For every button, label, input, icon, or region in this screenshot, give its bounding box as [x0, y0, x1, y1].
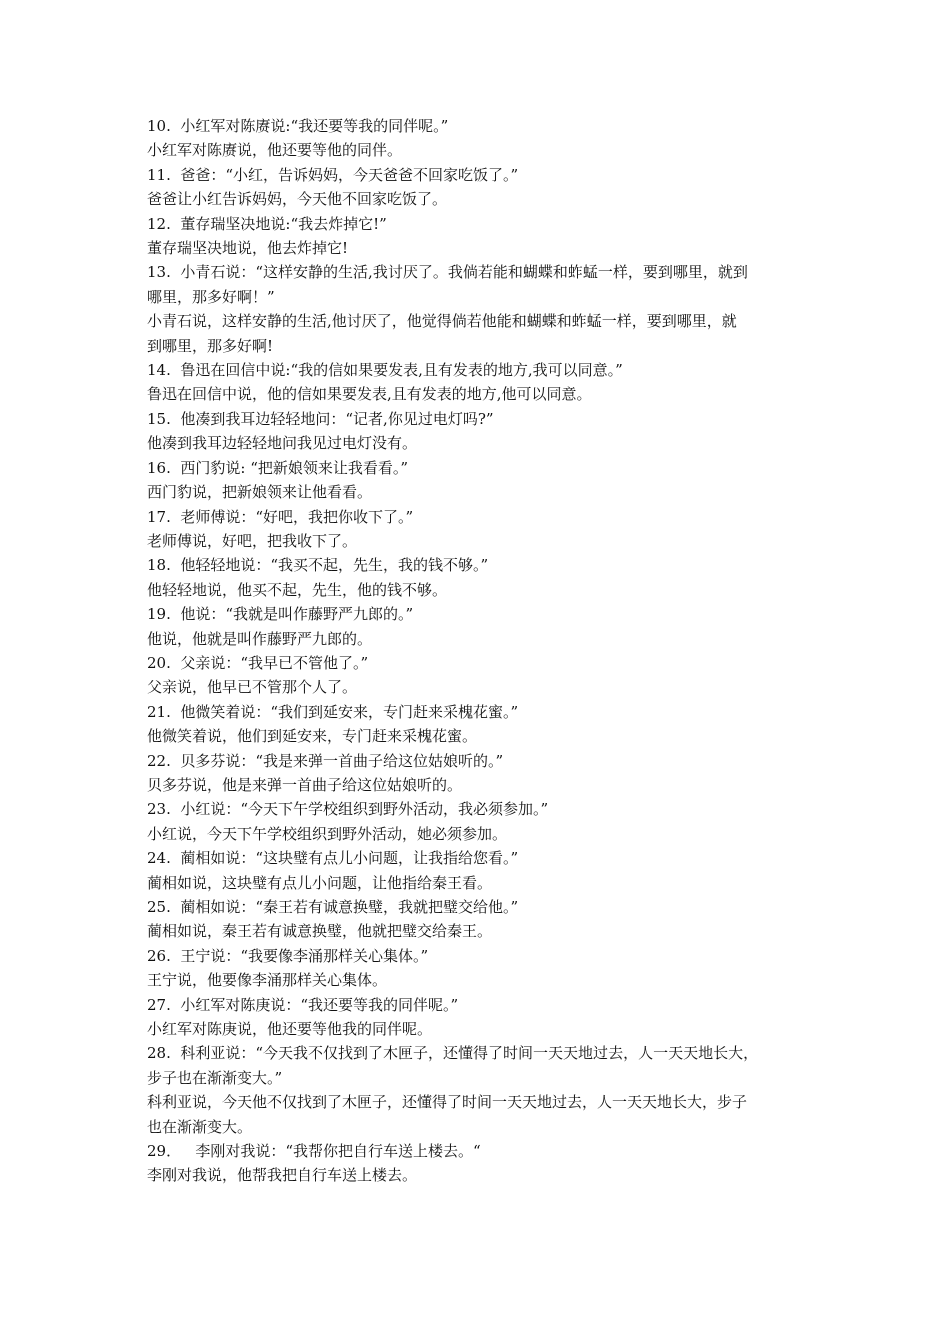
text-line: 14. 鲁迅在回信中说:“我的信如果要发表,且有发表的地方,我可以同意。”: [147, 361, 623, 380]
text-line: 蔺相如说，这块璧有点儿小问题，让他指给秦王看。: [147, 873, 493, 892]
text-line: 29． 李刚对我说：“我帮你把自行车送上楼去。“: [147, 1142, 481, 1161]
text-line: 他微笑着说，他们到延安来，专门赶来采槐花蜜。: [147, 727, 478, 746]
text-line: 步子也在渐渐变大。”: [147, 1068, 283, 1087]
text-line: 西门豹说，把新娘领来让他看看。: [147, 483, 373, 502]
text-line: 28. 科利亚说：“今天我不仅找到了木匣子，还懂得了时间一天天地过去，人一天天地长大，: [147, 1044, 759, 1063]
text-line: 21. 他微笑着说：“我们到延安来，专门赶来采槐花蜜。”: [147, 702, 519, 721]
text-line: 18. 他轻轻地说：“我买不起，先生，我的钱不够。”: [147, 556, 489, 575]
text-line: 小青石说，这样安静的生活,他讨厌了，他觉得倘若他能和蝴蝶和蚱蜢一样，要到哪里，就: [147, 312, 737, 331]
text-line: 26. 王宁说：“我要像李涌那样关心集体。”: [147, 946, 429, 965]
text-line: 15. 他凑到我耳边轻轻地问：“记者,你见过电灯吗?”: [147, 409, 494, 428]
text-line: 22. 贝多芬说：“我是来弹一首曲子给这位姑娘听的。”: [147, 751, 504, 770]
text-line: 蔺相如说，秦王若有诚意换璧，他就把璧交给秦王。: [147, 922, 493, 941]
text-line: 李刚对我说，他帮我把自行车送上楼去。: [147, 1166, 418, 1185]
text-line: 董存瑞坚决地说，他去炸掉它!: [147, 239, 349, 258]
text-line: 父亲说，他早已不管那个人了。: [147, 678, 358, 697]
document-body: [147, 114, 812, 1188]
text-line: 爸爸让小红告诉妈妈，今天他不回家吃饭了。: [147, 190, 448, 209]
text-line: 老师傅说，好吧，把我收下了。: [147, 531, 358, 550]
text-line: 他轻轻地说，他买不起，先生，他的钱不够。: [147, 580, 448, 599]
text-line: 16. 西门豹说: “把新娘领来让我看看。”: [147, 458, 409, 477]
text-line: 17. 老师傅说：“好吧，我把你收下了。”: [147, 507, 414, 526]
text-line: 哪里，那多好啊！”: [147, 287, 275, 306]
text-line: 小红军对陈赓说，他还要等他的同伴。: [147, 141, 403, 160]
text-line: 11. 爸爸：“小红，告诉妈妈，今天爸爸不回家吃饭了。”: [147, 165, 519, 184]
text-line: 24. 蔺相如说：“这块璧有点儿小问题，让我指给您看。”: [147, 849, 519, 868]
text-line: 到哪里，那多好啊!: [147, 336, 274, 355]
text-line: 贝多芬说，他是来弹一首曲子给这位姑娘听的。: [147, 775, 463, 794]
text-line: 他凑到我耳边轻轻地问我见过电灯没有。: [147, 434, 418, 453]
text-line: 25. 蔺相如说：“秦王若有诚意换璧，我就把璧交给他。”: [147, 898, 519, 916]
text-line: 10. 小红军对陈赓说:“我还要等我的同伴呢。”: [147, 117, 449, 135]
text-line: 科利亚说，今天他不仅找到了木匣子，还懂得了时间一天天地过去，人一天天地长大，步子: [147, 1093, 748, 1112]
text-line: 王宁说，他要像李涌那样关心集体。: [147, 971, 388, 990]
text-line: 23. 小红说：“今天下午学校组织到野外活动，我必须参加。”: [147, 800, 549, 819]
text-line: 27. 小红军对陈庚说：“我还要等我的同伴呢。”: [147, 995, 459, 1014]
text-line: 13. 小青石说：“这样安静的生活,我讨厌了。我倘若能和蝴蝶和蚱蜢一样，要到哪里，就到: [147, 263, 748, 282]
text-line: 小红军对陈庚说，他还要等他我的同伴呢。: [147, 1020, 433, 1039]
text-line: 也在渐渐变大。: [147, 1117, 253, 1136]
text-line: 他说，他就是叫作藤野严九郎的。: [147, 629, 373, 648]
text-line: 小红说，今天下午学校组织到野外活动，她必须参加。: [147, 824, 508, 843]
text-line: 鲁迅在回信中说，他的信如果要发表,且有发表的地方,他可以同意。: [147, 385, 592, 404]
text-line: 12. 董存瑞坚决地说:“我去炸掉它!”: [147, 214, 387, 233]
text-line: 20. 父亲说：“我早已不管他了。”: [147, 653, 369, 672]
text-line: 19. 他说：“我就是叫作藤野严九郎的。”: [147, 605, 414, 624]
